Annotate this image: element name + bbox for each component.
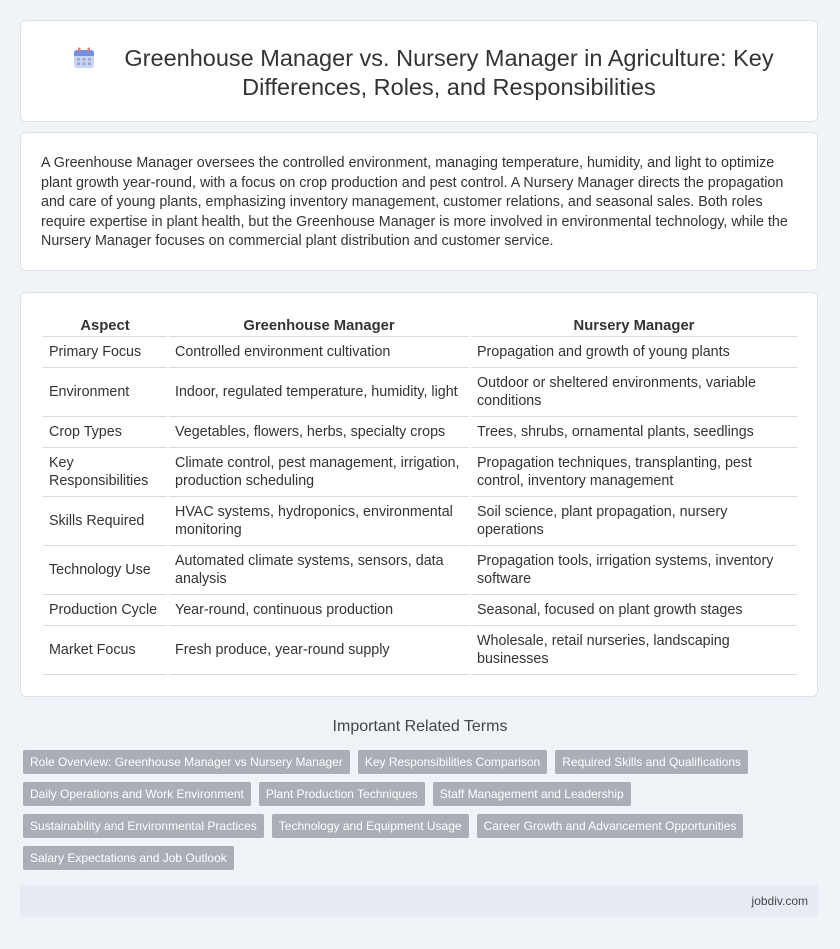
table-row: [43, 448, 797, 497]
comparison-table-card: [20, 292, 818, 697]
table-cell: Vegetables, flowers, herbs, specialty crops: [169, 417, 469, 448]
intro-paragraph: A Greenhouse Manager oversees the controlled environment, managing temperature, humidity, and light to optimize plant growth year-round, with a focus on crop production and pest control. A Nursery Manager directs the propagation and care of young plants, emphasizing inventory management, customer relations, and seasonal sales. Both roles require expertise in plant health, but the Greenhouse Manager is more involved in environmental technology, while the Nursery Manager focuses on commercial plant distribution and customer service.: [41, 155, 788, 250]
table-cell: Year-round, continuous production: [169, 595, 469, 626]
table-cell: Skills Required: [43, 497, 167, 546]
table-cell: Indoor, regulated temperature, humidity, light: [169, 368, 469, 417]
table-cell: Primary Focus: [43, 337, 167, 368]
related-term-tag[interactable]: Daily Operations and Work Environment: [23, 782, 251, 806]
related-term-tag[interactable]: Role Overview: Greenhouse Manager vs Nursery Manager: [23, 750, 350, 774]
title-card: [20, 20, 818, 122]
related-term-tag[interactable]: Career Growth and Advancement Opportunities: [477, 814, 744, 838]
table-cell: Seasonal, focused on plant growth stages: [471, 595, 797, 626]
related-terms-title: Important Related Terms: [332, 718, 508, 735]
related-term-tag[interactable]: Required Skills and Qualifications: [555, 750, 748, 774]
table-cell: Automated climate systems, sensors, data analysis: [169, 546, 469, 595]
table-cell: Wholesale, retail nurseries, landscaping businesses: [471, 626, 797, 675]
column-header: Greenhouse Manager: [169, 315, 469, 337]
page-title: Greenhouse Manager vs. Nursery Manager in Agriculture: Key Differences, Roles, and Responsibilities: [124, 45, 774, 100]
table-cell: Crop Types: [43, 417, 167, 448]
column-header: Nursery Manager: [471, 315, 797, 337]
related-term-tag[interactable]: Plant Production Techniques: [259, 782, 425, 806]
table-cell: Trees, shrubs, ornamental plants, seedlings: [471, 417, 797, 448]
table-row: [43, 368, 797, 417]
footer-site-link[interactable]: jobdiv.com: [751, 894, 808, 908]
related-term-tag[interactable]: Sustainability and Environmental Practices: [23, 814, 264, 838]
table-cell: Market Focus: [43, 626, 167, 675]
table-cell: Propagation techniques, transplanting, pest control, inventory management: [471, 448, 797, 497]
table-cell: Environment: [43, 368, 167, 417]
table-cell: Key Responsibilities: [43, 448, 167, 497]
table-cell: Fresh produce, year-round supply: [169, 626, 469, 675]
footer: [20, 885, 818, 917]
table-cell: Production Cycle: [43, 595, 167, 626]
table-cell: Propagation tools, irrigation systems, inventory software: [471, 546, 797, 595]
related-term-tag[interactable]: Staff Management and Leadership: [433, 782, 631, 806]
related-term-tag[interactable]: Technology and Equipment Usage: [272, 814, 469, 838]
comparison-table: [41, 315, 799, 675]
table-row: [43, 497, 797, 546]
table-row: [43, 546, 797, 595]
table-cell: Controlled environment cultivation: [169, 337, 469, 368]
table-cell: Technology Use: [43, 546, 167, 595]
table-cell: Climate control, pest management, irrigation, production scheduling: [169, 448, 469, 497]
column-header: Aspect: [43, 315, 167, 337]
table-row: [43, 626, 797, 675]
table-cell: Soil science, plant propagation, nursery operations: [471, 497, 797, 546]
table-cell: Outdoor or sheltered environments, variable conditions: [471, 368, 797, 417]
intro-card: [20, 132, 818, 271]
table-row: [43, 417, 797, 448]
related-term-tag[interactable]: Key Responsibilities Comparison: [358, 750, 547, 774]
related-term-tag[interactable]: Salary Expectations and Job Outlook: [23, 846, 234, 870]
table-cell: Propagation and growth of young plants: [471, 337, 797, 368]
table-cell: HVAC systems, hydroponics, environmental monitoring: [169, 497, 469, 546]
table-row: [43, 337, 797, 368]
table-row: [43, 595, 797, 626]
related-terms-list: [23, 750, 803, 870]
